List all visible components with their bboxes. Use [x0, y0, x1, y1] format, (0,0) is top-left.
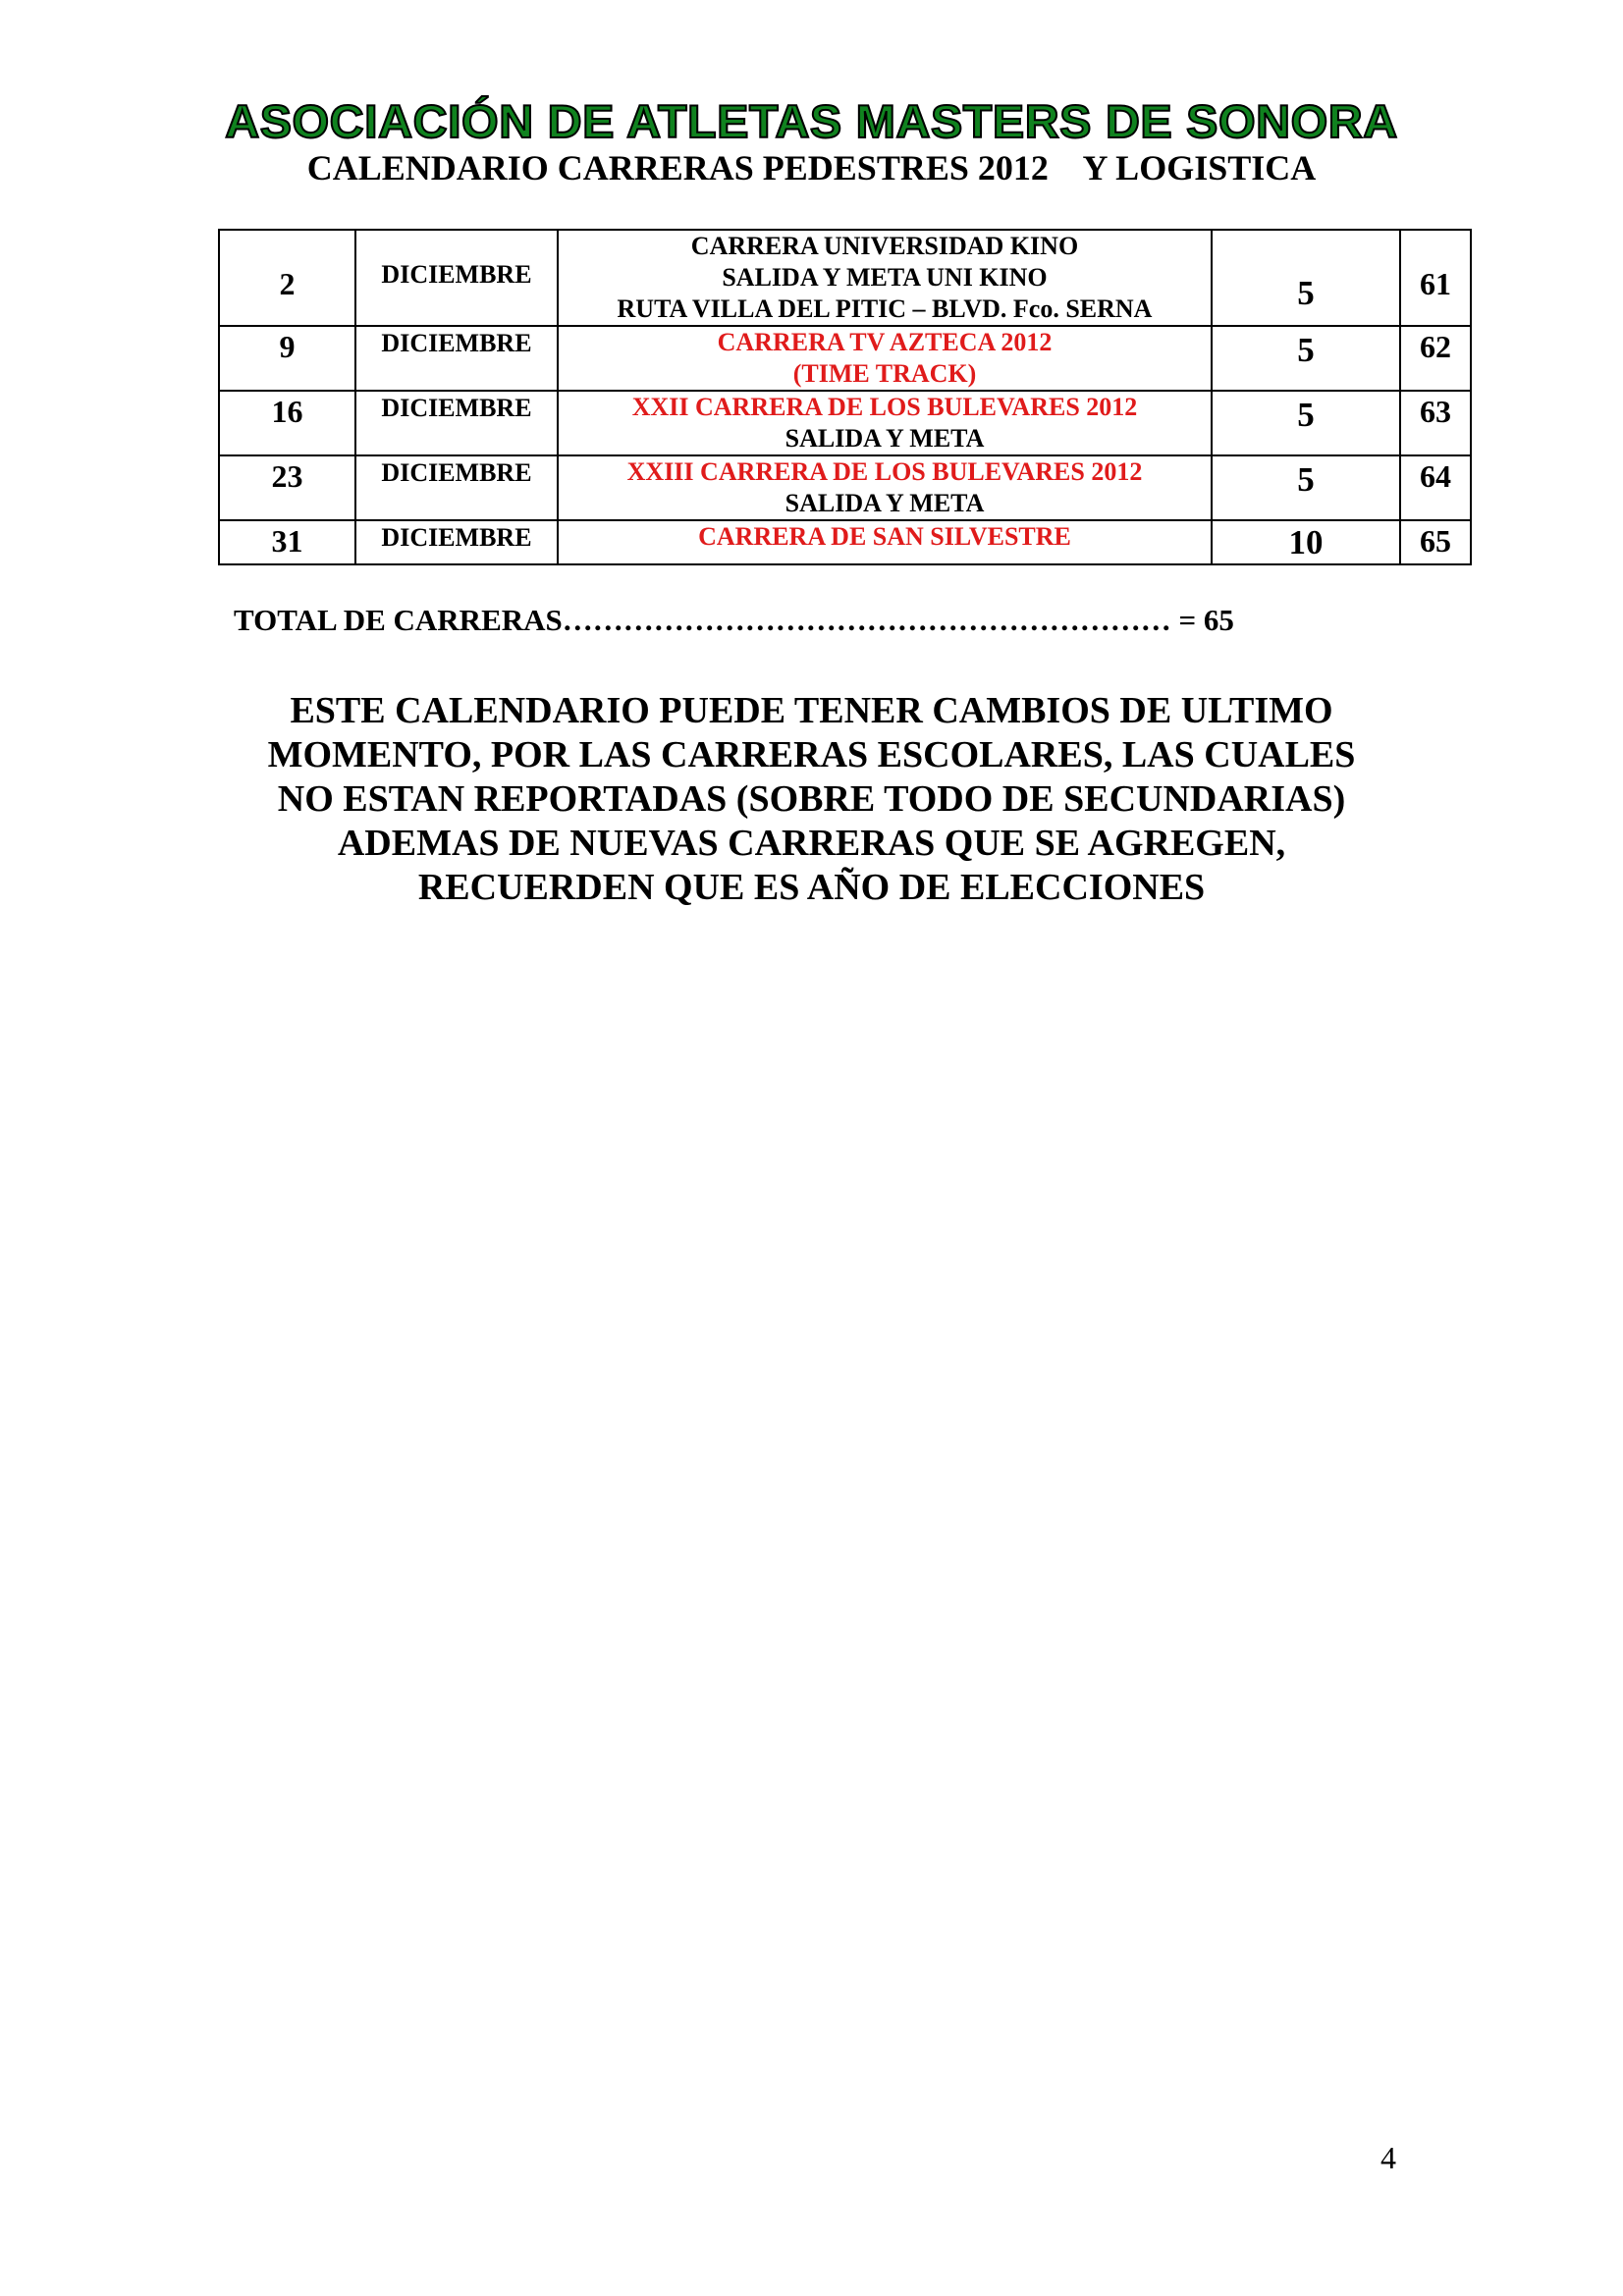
notice-line: RECUERDEN QUE ES AÑO DE ELECCIONES [417, 867, 1206, 908]
race-month: DICIEMBRE [381, 260, 532, 289]
race-count: 62 [1420, 329, 1451, 364]
race-month-cell [355, 391, 558, 455]
race-distance: 5 [1297, 274, 1315, 312]
table-row [219, 391, 1471, 455]
race-line: CARRERA UNIVERSIDAD KINO [690, 232, 1079, 260]
race-distance-cell [1212, 391, 1400, 455]
race-line: SALIDA Y META [784, 424, 985, 453]
race-line: (TIME TRACK) [792, 359, 977, 388]
race-day-cell [219, 520, 355, 564]
race-month: DICIEMBRE [381, 458, 532, 487]
race-line: SALIDA Y META UNI KINO [722, 263, 1048, 292]
race-day-cell [219, 455, 355, 520]
notice-line: NO ESTAN REPORTADAS (SOBRE TODO DE SECUNDARIAS) [277, 778, 1346, 820]
race-day-cell [219, 230, 355, 326]
total-races: TOTAL DE CARRERAS…………………………………………………… = 65 [234, 603, 1234, 637]
race-line: RUTA VILLA DEL PITIC – BLVD. Fco. SERNA [617, 294, 1153, 323]
races-table [218, 229, 1472, 565]
page-number: 4 [1380, 2140, 1396, 2175]
race-count-cell [1400, 455, 1471, 520]
race-month: DICIEMBRE [381, 329, 532, 357]
table-row [219, 230, 1471, 326]
race-description-cell [558, 230, 1212, 326]
race-description-cell [558, 455, 1212, 520]
race-line: XXII CARRERA DE LOS BULEVARES 2012 [631, 393, 1138, 421]
race-distance-cell [1212, 326, 1400, 391]
race-distance: 10 [1288, 523, 1324, 561]
table-row [219, 326, 1471, 391]
notice-line: MOMENTO, POR LAS CARRERAS ESCOLARES, LAS CUALES [267, 734, 1356, 775]
race-line: SALIDA Y META [784, 489, 985, 517]
race-distance-cell [1212, 455, 1400, 520]
race-month: DICIEMBRE [381, 523, 532, 552]
race-month-cell [355, 326, 558, 391]
race-count: 65 [1420, 523, 1451, 559]
race-description-cell [558, 391, 1212, 455]
race-distance: 5 [1297, 396, 1315, 434]
race-description-cell [558, 520, 1212, 564]
race-day-cell [219, 391, 355, 455]
table-row [219, 455, 1471, 520]
notice-line: ESTE CALENDARIO PUEDE TENER CAMBIOS DE ULTIMO [290, 690, 1333, 731]
race-day: 31 [271, 523, 303, 559]
table-row [219, 520, 1471, 564]
race-line: CARRERA DE SAN SILVESTRE [698, 522, 1071, 551]
race-count: 61 [1420, 266, 1451, 301]
race-distance: 5 [1297, 460, 1315, 499]
race-day: 16 [271, 394, 303, 429]
race-line: XXIII CARRERA DE LOS BULEVARES 2012 [626, 457, 1143, 486]
race-distance-cell [1212, 230, 1400, 326]
calendar-subtitle: CALENDARIO CARRERAS PEDESTRES 2012 Y LOGISTICA [306, 148, 1317, 187]
race-day-cell [219, 326, 355, 391]
organization-title: ASOCIACIÓN DE ATLETAS MASTERS DE SONORA [225, 95, 1398, 147]
notice-line: ADEMAS DE NUEVAS CARRERAS QUE SE AGREGEN, [337, 823, 1286, 864]
race-count-cell [1400, 391, 1471, 455]
race-month-cell [355, 455, 558, 520]
calendar-notice [0, 689, 1623, 910]
race-count-cell [1400, 230, 1471, 326]
race-description-cell [558, 326, 1212, 391]
race-count-cell [1400, 326, 1471, 391]
race-day: 2 [279, 266, 296, 301]
race-count: 63 [1420, 394, 1451, 429]
race-distance: 5 [1297, 331, 1315, 369]
race-count: 64 [1420, 458, 1451, 494]
race-day: 23 [271, 458, 303, 494]
race-count-cell [1400, 520, 1471, 564]
race-month-cell [355, 230, 558, 326]
race-month-cell [355, 520, 558, 564]
race-distance-cell [1212, 520, 1400, 564]
race-day: 9 [279, 329, 296, 364]
race-line: CARRERA TV AZTECA 2012 [717, 328, 1053, 356]
race-month: DICIEMBRE [381, 394, 532, 422]
